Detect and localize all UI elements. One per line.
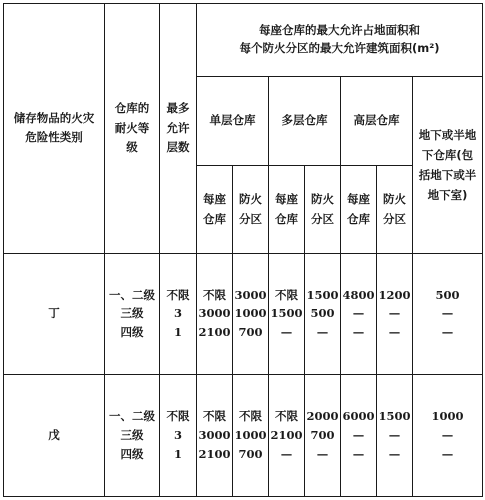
value-cell: — [388, 428, 401, 443]
value-cell: 2100 [198, 325, 231, 340]
value-cell: 1500 [306, 287, 339, 302]
row-high-zone [377, 375, 413, 497]
value-cell: — [388, 447, 401, 462]
row-high-per [341, 253, 377, 375]
header-underground-text: 地下或半地下仓库(包括地下或半地下室) [418, 127, 477, 203]
value-cell: 1500 [270, 306, 303, 321]
value-cell: — [441, 306, 454, 321]
value-cell: — [352, 428, 365, 443]
row-under-zone [413, 375, 483, 497]
value-cell: — [352, 325, 365, 340]
header-fire-rating [105, 4, 160, 254]
value-cell: 1200 [378, 287, 411, 302]
table-row [4, 375, 483, 497]
warehouse-fire-area-table [3, 3, 483, 497]
value-cell: 不限 [239, 409, 262, 424]
header-multi-per-text: 每座仓库 [275, 191, 298, 227]
value-cell: 500 [310, 306, 335, 321]
row-multi-per [269, 375, 305, 497]
header-multi-per [269, 165, 305, 253]
row-multi-zone [305, 253, 341, 375]
floors-cell: 3 [173, 306, 182, 321]
header-underground [413, 77, 483, 253]
header-category [4, 4, 105, 254]
header-max-area [197, 4, 483, 77]
grade-cell: 四级 [120, 447, 144, 462]
value-cell: 不限 [275, 409, 298, 424]
value-cell: — [316, 325, 329, 340]
value-cell: 2100 [198, 447, 231, 462]
header-max-area-line2: 每个防火分区的最大允许建筑面积(m²) [239, 41, 440, 56]
value-cell: 不限 [275, 287, 298, 302]
value-cell: 不限 [203, 287, 226, 302]
row-single-per [197, 253, 233, 375]
header-high-per [341, 165, 377, 253]
value-cell: 700 [238, 325, 263, 340]
value-cell: 3000 [198, 428, 231, 443]
value-cell: 1000 [234, 428, 267, 443]
value-cell: 6000 [342, 409, 375, 424]
floors-cell: 1 [173, 325, 182, 340]
row-fire-grades [105, 375, 160, 497]
table-row [4, 253, 483, 375]
row-single-zone [233, 375, 269, 497]
header-single-zone-text: 防火分区 [239, 191, 262, 227]
value-cell: 4800 [342, 287, 375, 302]
header-max-floors [160, 4, 197, 254]
row-high-per [341, 375, 377, 497]
row-high-zone [377, 253, 413, 375]
value-cell: — [388, 306, 401, 321]
value-cell: 2100 [270, 428, 303, 443]
row-single-zone [233, 253, 269, 375]
grade-cell: 三级 [120, 306, 144, 321]
header-high-zone [377, 165, 413, 253]
row-floors [160, 253, 197, 375]
grade-cell: 四级 [120, 325, 144, 340]
header-multi-zone [305, 165, 341, 253]
value-cell: — [441, 325, 454, 340]
header-multi-story: 多层仓库 [269, 77, 341, 165]
value-cell: 1000 [431, 409, 464, 424]
value-cell: — [352, 447, 365, 462]
header-single-per-text: 每座仓库 [203, 191, 226, 227]
header-high-rise: 高层仓库 [341, 77, 413, 165]
header-single-per [197, 165, 233, 253]
header-single-story: 单层仓库 [197, 77, 269, 165]
row-multi-zone [305, 375, 341, 497]
header-max-area-line1: 每座仓库的最大允许占地面积和 [259, 23, 421, 38]
row-multi-per [269, 253, 305, 375]
value-cell: 3000 [198, 306, 231, 321]
grade-cell: 一、二级 [109, 409, 155, 424]
value-cell: — [441, 428, 454, 443]
header-high-per-text: 每座仓库 [347, 191, 370, 227]
value-cell: 700 [238, 447, 263, 462]
value-cell: 1000 [234, 306, 267, 321]
value-cell: — [441, 447, 454, 462]
grade-cell: 一、二级 [109, 287, 155, 302]
header-fire-rating-text: 仓库的耐火等级 [114, 101, 150, 155]
value-cell: 700 [310, 428, 335, 443]
value-cell: — [352, 306, 365, 321]
value-cell: — [280, 447, 293, 462]
row-floors [160, 375, 197, 497]
header-high-zone-text: 防火分区 [383, 191, 406, 227]
row-under-zone [413, 253, 483, 375]
header-single-zone [233, 165, 269, 253]
value-cell: 500 [435, 287, 460, 302]
header-multi-zone-text: 防火分区 [311, 191, 334, 227]
header-max-floors-text: 最多允许层数 [166, 101, 190, 155]
floors-cell: 3 [173, 428, 182, 443]
value-cell: 3000 [234, 287, 267, 302]
value-cell: 2000 [306, 409, 339, 424]
row-fire-grades [105, 253, 160, 375]
row-category: 丁 [4, 253, 105, 375]
floors-cell: 不限 [166, 409, 190, 424]
header-category-text: 储存物品的火灾危险性类别 [13, 110, 95, 145]
value-cell: 1500 [378, 409, 411, 424]
grade-cell: 三级 [120, 428, 144, 443]
value-cell: — [316, 447, 329, 462]
value-cell: — [388, 325, 401, 340]
floors-cell: 1 [173, 447, 182, 462]
floors-cell: 不限 [166, 287, 190, 302]
row-single-per [197, 375, 233, 497]
value-cell: 不限 [203, 409, 226, 424]
value-cell: — [280, 325, 293, 340]
row-category: 戊 [4, 375, 105, 497]
